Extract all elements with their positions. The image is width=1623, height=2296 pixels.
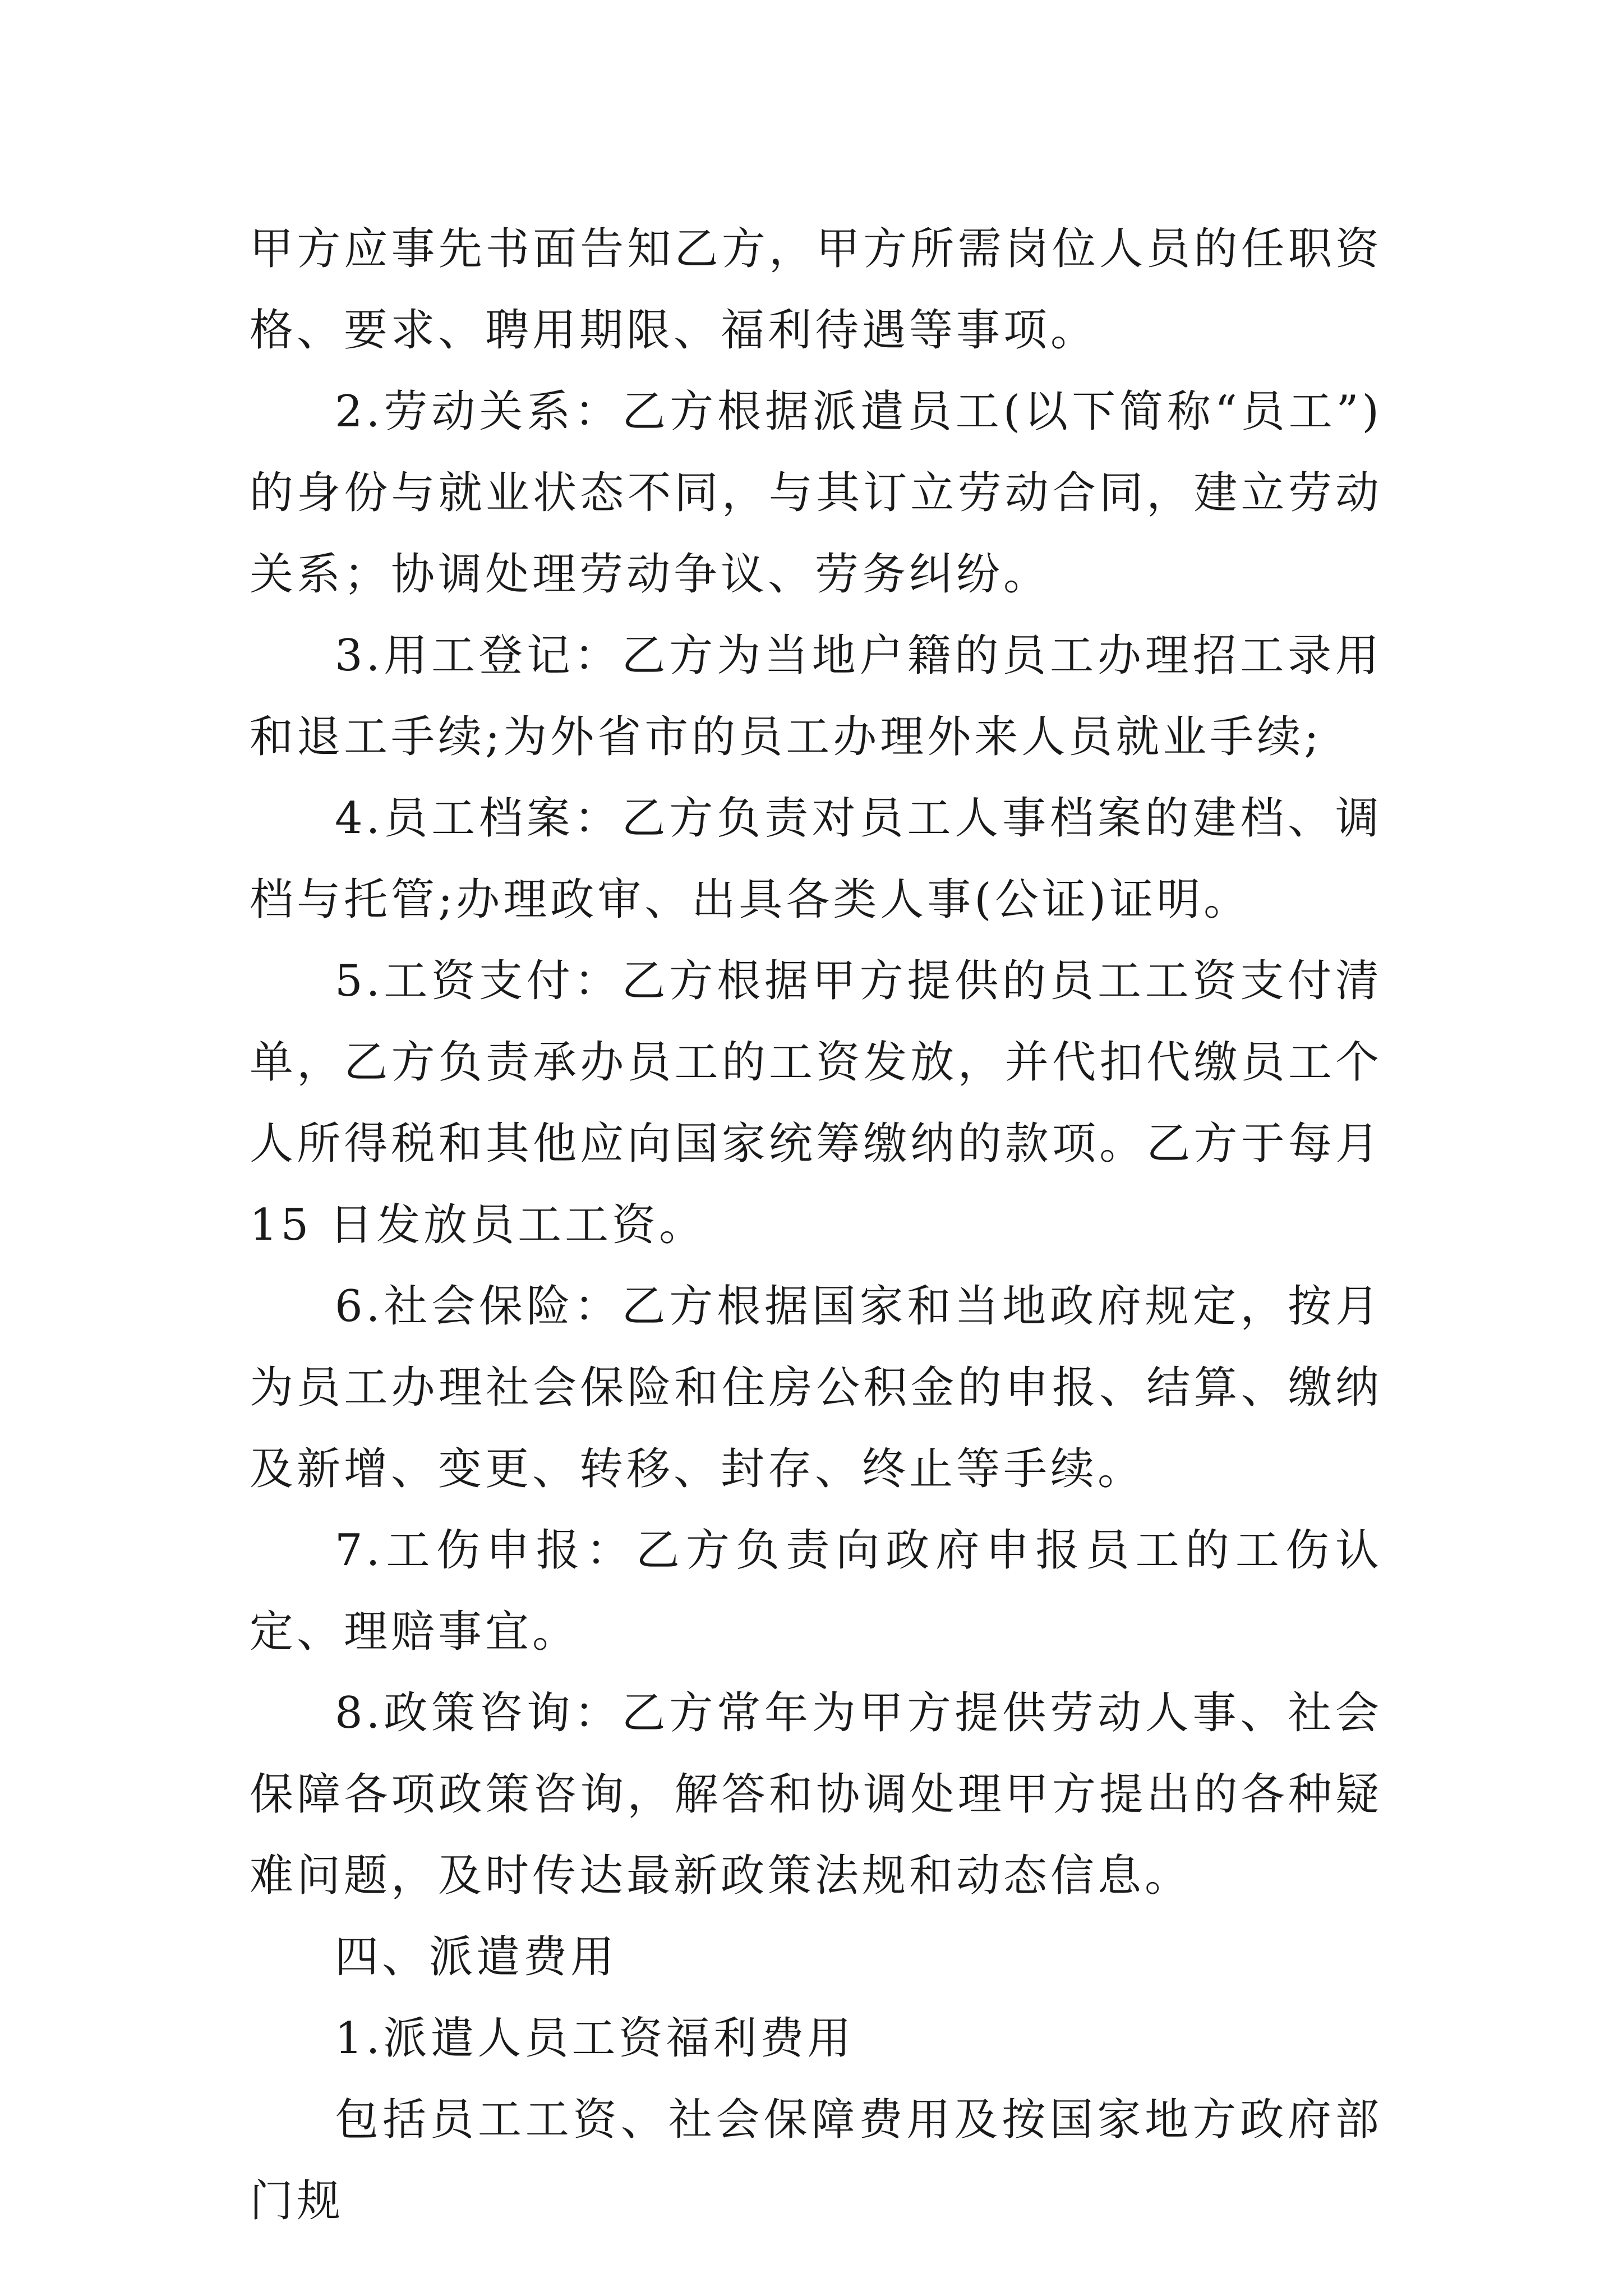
paragraph-work-injury: 7.工伤申报：乙方负责向政府申报员工的工伤认定、理赔事宜。 — [250, 1525, 1382, 1657]
paragraph-labor-relation: 2.劳动关系：乙方根据派遣员工(以下简称“员工”)的身份与就业状态不同，与其订立劳动合同，建立劳动关系；协调处理劳动争议、劳务纠纷。 — [250, 386, 1382, 600]
paragraph-social-insurance: 6.社会保险：乙方根据国家和当地政府规定，按月为员工办理社会保险和住房公积金的申报、结算、缴纳及新增、变更、转移、封存、终止等手续。 — [250, 1281, 1382, 1494]
paragraph-wage-payment: 5.工资支付：乙方根据甲方提供的员工工资支付清单，乙方负责承办员工的工资发放，并代扣代缴员工个人所得税和其他应向国家统筹缴纳的款项。乙方于每月 15 日发放员工工资。 — [250, 956, 1382, 1250]
paragraph-policy-consulting: 8.政策咨询：乙方常年为甲方提供劳动人事、社会保障各项政策咨询，解答和协调处理甲方提出的各种疑难问题，及时传达最新政策法规和动态信息。 — [250, 1688, 1382, 1901]
subsection-heading-wage-welfare: 1.派遣人员工资福利费用 — [335, 2013, 855, 2064]
paragraph-continued-notice: 甲方应事先书面告知乙方，甲方所需岗位人员的任职资格、要求、聘用期限、福利待遇等事项。 — [250, 224, 1382, 356]
paragraph-employee-archives: 4.员工档案：乙方负责对员工人事档案的建档、调档与托管;办理政审、出具各类人事(公证)证明。 — [250, 793, 1382, 925]
paragraph-fee-contents: 包括员工工资、社会保障费用及按国家地方政府部门规 — [250, 2095, 1382, 2226]
paragraph-employment-registration: 3.用工登记：乙方为当地户籍的员工办理招工录用和退工手续;为外省市的员工办理外来人员就业手续; — [250, 631, 1382, 762]
section-heading-dispatch-fees: 四、派遣费用 — [335, 1932, 618, 1982]
document-body — [250, 209, 1382, 2242]
